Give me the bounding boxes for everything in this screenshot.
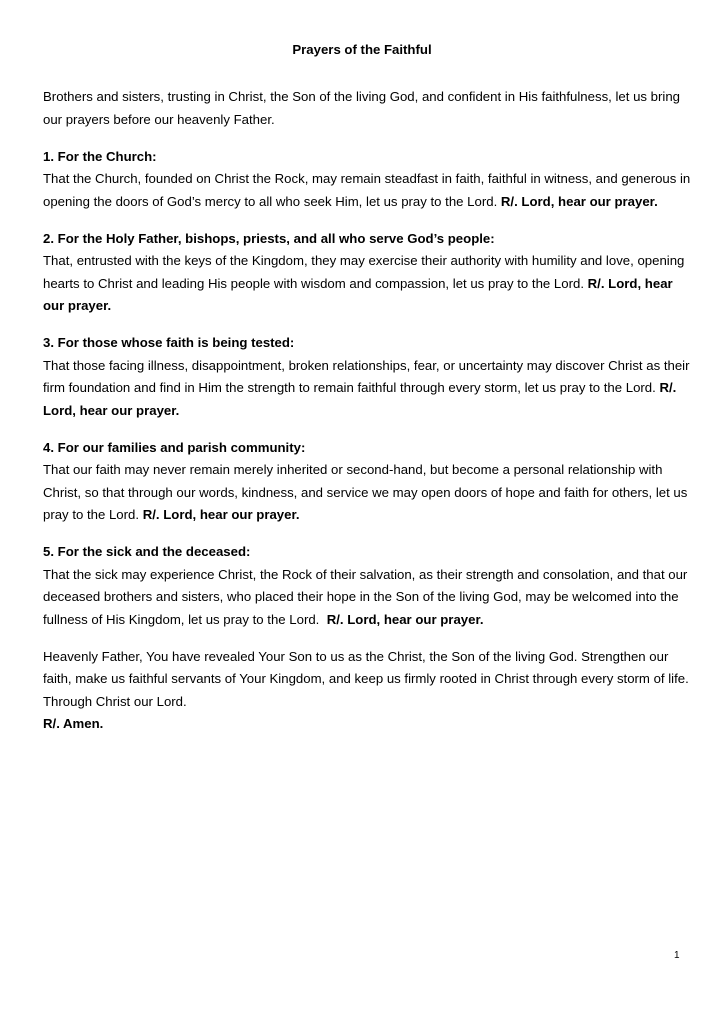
intention-body [43, 250, 693, 318]
intention-heading: 1. For the Church: [43, 148, 157, 164]
intention-2 [43, 228, 693, 318]
intention-body [43, 355, 693, 423]
page-title: Prayers of the Faithful [292, 42, 432, 57]
intention-text: That, entrusted with the keys of the Kingdom, they may exercise their authority with humility and love, opening hearts to Christ and leading His people with wisdom and compassion, let us pray to the Lord. [43, 253, 685, 291]
intention-response: R/. Lord, hear our prayer. [43, 380, 677, 418]
intro-paragraph: Brothers and sisters, trusting in Christ, the Son of the living God, and confident in His faithfulness, let us bring our prayers before our heavenly Father. [43, 89, 680, 127]
intention-3 [43, 332, 693, 422]
intention-text: That the sick may experience Christ, the Rock of their salvation, as their strength and consolation, and that our deceased brothers and sisters, who placed their hope in the Son of the living God, may be welcomed into the fullness of His Kingdom, let us pray to the Lord. [43, 566, 688, 627]
intention-response: R/. Lord, hear our prayer. [142, 507, 300, 522]
intention-text: That those facing illness, disappointment, broken relationships, fear, or uncertainty may discover Christ as their firm foundation and find in Him the strength to remain faithful through every storm, let us pray to the Lord. [43, 357, 690, 395]
intention-body [43, 564, 693, 632]
intention-4 [43, 437, 693, 527]
intention-response: R/. Lord, hear our prayer. [43, 275, 673, 313]
closing-prayer [43, 646, 693, 736]
intention-heading: 4. For our families and parish community: [43, 439, 306, 455]
intention-text: That the Church, founded on Christ the Rock, may remain steadfast in faith, faithful in witness, and generous in opening the doors of God’s mercy to all who seek Him, let us pray to the Lord. [43, 171, 691, 209]
intention-response: R/. Lord, hear our prayer. [500, 193, 658, 209]
closing-response: R/. Amen. [43, 716, 104, 731]
intention-response: R/. Lord, hear our prayer. [326, 611, 484, 627]
intention-body [43, 168, 693, 213]
intention-5 [43, 541, 693, 631]
page-number: 1 [674, 950, 680, 961]
intention-heading: 5. For the sick and the deceased: [43, 544, 251, 559]
intention-body [43, 459, 693, 527]
intention-heading: 2. For the Holy Father, bishops, priests, and all who serve God’s people: [43, 230, 495, 246]
intention-heading: 3. For those whose faith is being tested: [43, 335, 295, 350]
closing-text: Heavenly Father, You have revealed Your Son to us as the Christ, the Son of the living God. Strengthen our faith, make us faithful servants of Your Kingdom, and keep us firmly rooted in Christ through every storm of life. Through Christ our Lord. [43, 648, 689, 709]
intention-1 [43, 146, 693, 214]
intention-text: That our faith may never remain merely inherited or second-hand, but become a personal relationship with Christ, so that through our words, kindness, and service we may open doors of hope and faith for others, let us pray to the Lord. [43, 462, 688, 522]
document-body [43, 86, 693, 750]
